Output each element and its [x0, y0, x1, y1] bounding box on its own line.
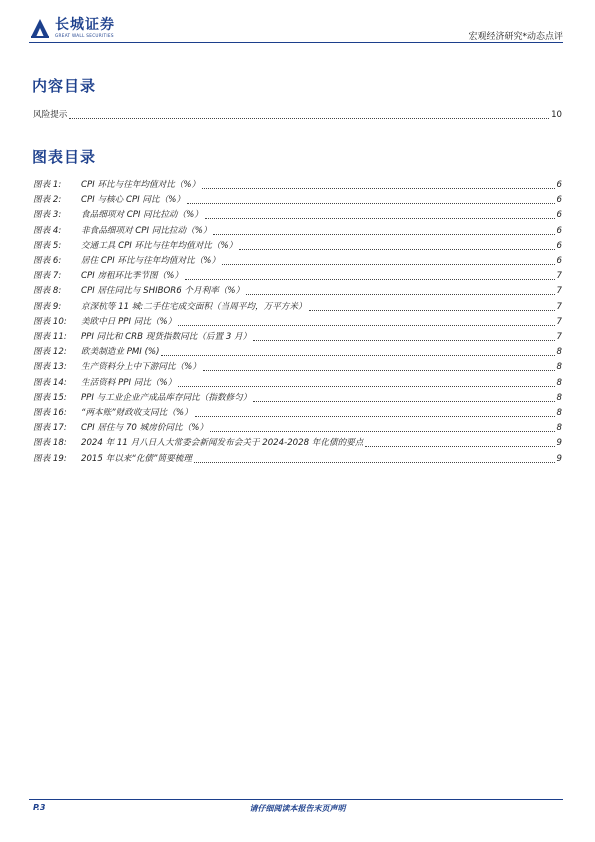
toc-leader-dots: [178, 324, 554, 326]
toc-leader-dots: [239, 248, 554, 250]
toc-entry-title: [33, 332, 251, 343]
toc-entry[interactable]: [33, 109, 562, 121]
toc-entry-page: 7: [556, 271, 562, 282]
toc-leader-dots: [213, 233, 554, 235]
toc-entry-page: 6: [556, 180, 562, 190]
toc-entry-page: 8: [556, 377, 562, 388]
toc-entry-page: 9: [556, 438, 562, 449]
toc-entry-page: 7: [556, 286, 562, 297]
toc-entry[interactable]: [33, 255, 562, 267]
toc-entry-label: 生活资料 PPI 同比（%）: [81, 377, 177, 388]
toc-entry-number: 图表 3:: [33, 210, 62, 221]
toc-entry-title: [33, 110, 67, 121]
toc-entry-number: 图表 2:: [33, 195, 62, 206]
toc-entry[interactable]: [33, 301, 562, 313]
toc-entry-label: 食品细项对 CPI 同比拉动（%）: [81, 210, 203, 221]
toc-entry[interactable]: [33, 194, 562, 206]
toc-entry-label: 风险提示: [33, 110, 68, 120]
toc-leader-dots: [194, 461, 555, 463]
toc-leader-dots: [195, 415, 555, 417]
toc-entry-page: 9: [556, 453, 562, 464]
toc-entry[interactable]: [33, 285, 562, 297]
toc-entry-title: [33, 378, 176, 389]
toc-entry-label: CPI 房租环比季节图（%）: [81, 271, 183, 282]
toc-entry-title: [33, 271, 183, 282]
toc-entry-page: 8: [556, 362, 562, 373]
toc-entry-label: 居住 CPI 环比与往年均值对比（%）: [81, 256, 221, 266]
toc-entry-title: [33, 210, 203, 221]
toc-entry[interactable]: [33, 316, 562, 328]
toc-entry-number: 图表 1:: [33, 180, 62, 190]
toc-entry[interactable]: [33, 361, 562, 373]
header-divider: [29, 42, 563, 43]
toc-entry[interactable]: [33, 422, 562, 434]
toc-entry-page: 8: [556, 347, 562, 358]
toc-entry-page: 8: [556, 392, 562, 403]
toc-entry-number: 图表 19:: [33, 453, 67, 464]
toc-entry-number: 图表 13:: [33, 362, 67, 373]
toc-entry-number: 图表 18:: [33, 438, 67, 449]
toc-entry[interactable]: [33, 377, 562, 389]
logo-english-name: GREAT WALL SECURITIES: [55, 32, 114, 38]
toc-leader-dots: [253, 400, 554, 402]
toc-entry[interactable]: [33, 346, 562, 358]
toc-leader-dots: [205, 217, 555, 219]
toc-entry-title: [33, 393, 251, 404]
toc-entry-page: 6: [556, 195, 562, 206]
toc-leader-dots: [253, 339, 554, 341]
toc-entry[interactable]: [33, 453, 562, 465]
toc-entry-number: 图表 14:: [33, 377, 67, 388]
toc-leader-dots: [309, 309, 555, 311]
toc-entry-label: 欧美制造业 PMI (%): [81, 347, 160, 358]
toc-entry[interactable]: [33, 407, 562, 419]
toc-entry-label: 非食品细项对 CPI 同比拉动（%）: [81, 225, 212, 236]
toc-leader-dots: [203, 369, 555, 371]
toc-entry-label: “两本账”财政收支同比（%）: [81, 408, 193, 418]
toc-entry-label: 2015 年以来“化债”简要梳理: [81, 453, 192, 464]
toc-entry-label: 2024 年 11 月八日人大常委会新闻发布会关于 2024-2028 年化债的要点: [81, 438, 364, 449]
toc-entry-number: 图表 4:: [33, 225, 62, 236]
toc-entry-title: [33, 241, 237, 252]
toc-entry-label: CPI 居住与 70 城房价同比（%）: [81, 423, 208, 434]
logo-mark-icon: [29, 17, 51, 39]
toc-leader-dots: [185, 278, 555, 280]
toc-entry-number: 图表 17:: [33, 423, 67, 434]
toc-entry-title: [33, 180, 200, 191]
toc-entry-number: 图表 11:: [33, 332, 67, 342]
toc-leader-dots: [246, 293, 554, 295]
toc-entry-label: PPI 与工业企业产成品库存同比（指数修匀）: [81, 392, 252, 403]
toc-entry-page: 6: [556, 240, 562, 251]
toc-entry-label: CPI 环比与往年均值对比（%）: [81, 180, 201, 190]
toc-entry-number: 图表 7:: [33, 271, 62, 282]
toc-leader-dots: [365, 445, 554, 447]
toc-entry-title: [33, 195, 185, 206]
toc-entry[interactable]: [33, 331, 562, 343]
toc-entry-page: 7: [556, 332, 562, 342]
toc-entry-page: 8: [556, 408, 562, 418]
toc-entry-title: [33, 286, 244, 297]
toc-leader-dots: [202, 187, 554, 189]
toc-entry-page: 7: [556, 316, 562, 327]
toc-entry-title: [33, 408, 193, 419]
toc-entry-page: 8: [556, 423, 562, 434]
toc-entry[interactable]: [33, 270, 562, 282]
toc-entry-label: CPI 与核心 CPI 同比（%）: [81, 195, 185, 206]
page-number: P.3: [33, 803, 46, 812]
toc-entry-label: 美欧中日 PPI 同比（%）: [81, 316, 177, 327]
toc-leader-dots: [222, 263, 554, 265]
report-category: 宏观经济研究*动态点评: [468, 32, 563, 42]
toc-entry[interactable]: [33, 437, 562, 449]
toc-entry-title: [33, 317, 176, 328]
toc-entry-page: 10: [551, 110, 562, 120]
toc-leader-dots: [210, 430, 555, 432]
toc-entry-number: 图表 10:: [33, 316, 67, 327]
footer-divider: [29, 799, 563, 800]
toc-entry-label: 生产资料分上中下游同比（%）: [81, 362, 201, 373]
toc-entry-number: 图表 9:: [33, 301, 62, 312]
toc-entry-page: 6: [556, 210, 562, 221]
footer-disclaimer: 请仔细阅读本报告末页声明: [249, 804, 346, 813]
toc-entry-title: [33, 347, 159, 358]
toc-entry-page: 6: [556, 225, 562, 236]
toc-entry-title: [33, 454, 192, 465]
page-header: [0, 0, 595, 48]
toc-entry[interactable]: [33, 179, 562, 191]
toc-entry-title: [33, 438, 363, 449]
content-toc-title: 内容目录: [32, 77, 97, 95]
company-logo: [29, 17, 115, 39]
logo-chinese-name: 长城证券: [55, 16, 115, 33]
toc-entry-number: 图表 5:: [33, 240, 62, 251]
toc-entry-label: PPI 同比和 CRB 现货指数同比（后置 3 月）: [81, 332, 252, 342]
figure-toc-title: 图表目录: [32, 148, 97, 166]
toc-entry-title: [33, 256, 220, 267]
toc-entry-number: 图表 12:: [33, 347, 67, 358]
toc-entry-number: 图表 8:: [33, 286, 62, 297]
toc-entry-title: [33, 362, 201, 373]
toc-leader-dots: [187, 202, 555, 204]
toc-entry-number: 图表 15:: [33, 392, 67, 403]
toc-entry-label: 交通工具 CPI 环比与往年均值对比（%）: [81, 240, 238, 251]
toc-entry-label: CPI 居住同比与 SHIBOR6 个月利率（%）: [81, 286, 245, 297]
toc-entry-title: [33, 302, 307, 313]
toc-entry-page: 6: [556, 256, 562, 266]
toc-entry-label: 京深杭等 11 城:二手住宅成交面积（当周平均，万平方米）: [81, 301, 307, 312]
toc-entry-title: [33, 226, 211, 237]
toc-entry-number: 图表 16:: [33, 408, 67, 418]
toc-leader-dots: [161, 354, 554, 356]
toc-leader-dots: [178, 385, 554, 387]
toc-entry[interactable]: [33, 225, 562, 237]
toc-entry-title: [33, 423, 208, 434]
toc-entry[interactable]: [33, 209, 562, 221]
toc-entry[interactable]: [33, 240, 562, 252]
toc-entry-number: 图表 6:: [33, 256, 62, 266]
toc-leader-dots: [69, 117, 549, 119]
toc-entry[interactable]: [33, 392, 562, 404]
toc-entry-page: 7: [556, 301, 562, 312]
